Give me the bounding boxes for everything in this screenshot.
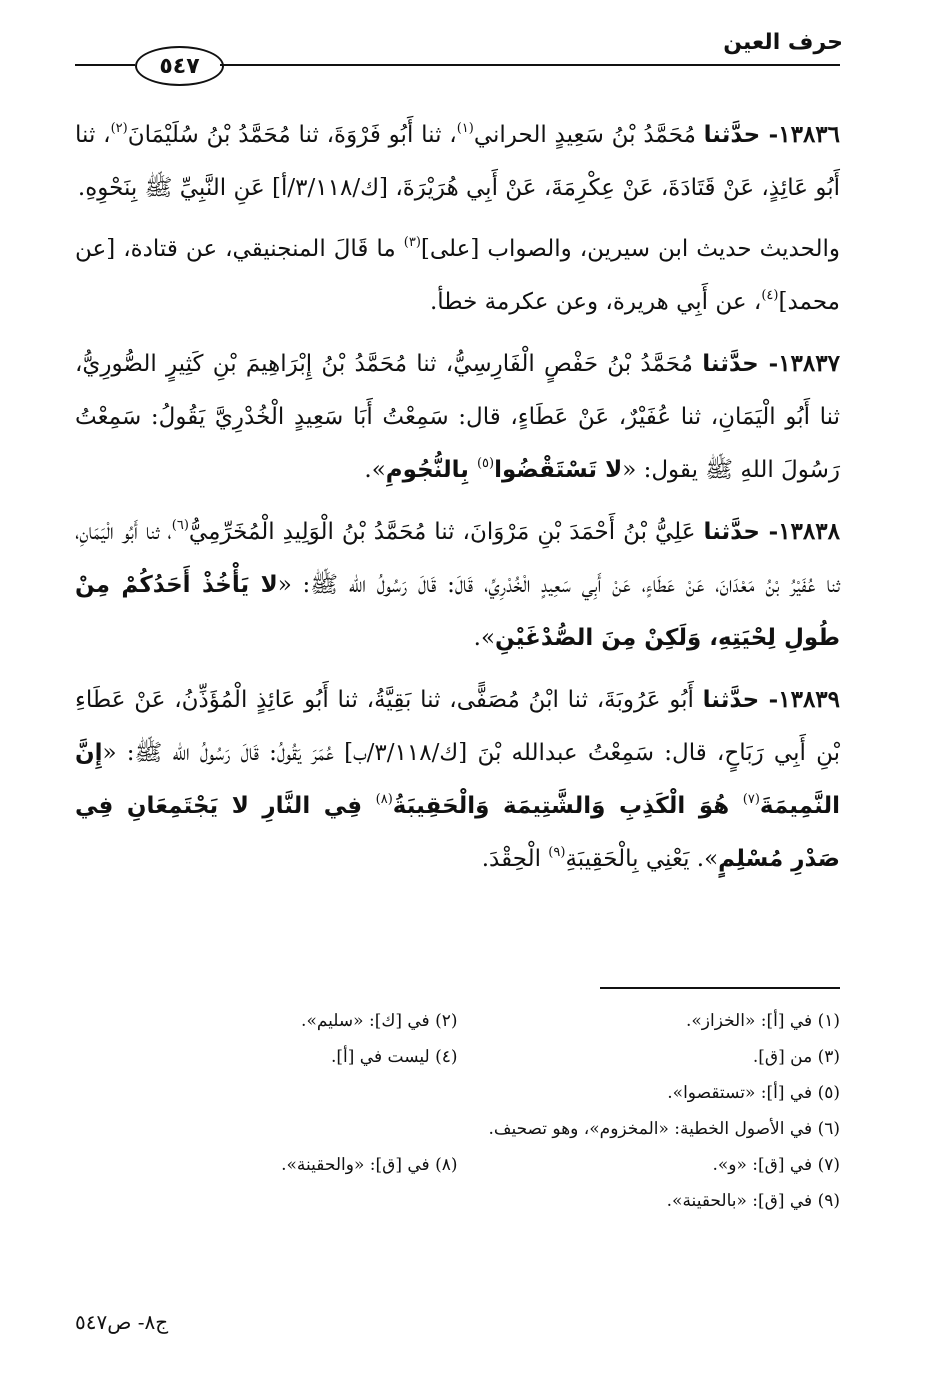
footnote-row [75,1183,840,1219]
narration-lead: حدَّثنا [703,122,761,148]
header-rule-left [75,64,135,66]
footnote-marker: (٨) [375,792,393,807]
footnote: (٤) ليست في [أ]. [331,1047,458,1067]
text-run: عَلِيُّ بْنُ أَحْمَدَ بْنِ مَرْوَانَ، ثنا مُحَمَّدُ بْنُ الْوَلِيدِ الْمُخَرِّمِيُّ [188,519,704,545]
text-run: والحديث حديث ابن سيرين، والصواب [على] [420,236,840,262]
main-text [75,108,840,894]
footnote: (٣) من [ق]. [752,1047,840,1067]
narration-lead: حدَّثنا [702,351,759,377]
text-run: ». يَعْنِي بِالْحَقِيبَةِ [565,846,719,872]
text-run: مُحَمَّدُ بْنُ سَعِيدٍ الحراني [473,122,704,148]
footnote-row [75,1039,840,1075]
footnote-marker: (٦) [171,518,189,533]
footnote-row [75,1075,840,1111]
hadith-number: ١٣٨٣٧- [758,350,840,377]
footnote-row [75,1111,840,1147]
narration-lead: حدَّثنا [703,519,760,545]
footnote: (٧) في [ق]: «و». [712,1155,840,1175]
hadith-matn: فِي النَّارِ لا يَجْتَمِعَانِ فِي صَدْرِ مُسْلِمٍ [75,793,840,872]
footnote-marker: (٢) [110,121,128,136]
narration-lead: حدَّثنا [702,687,760,713]
hadith-matn: بِالنُّجُومِ [385,457,477,483]
text-run: ». [364,457,386,483]
footnote-marker: (٣) [403,235,421,250]
hadith-number: ١٣٨٣٨- [760,518,840,545]
footnote-marker: (٩) [548,845,566,860]
hadith-matn: لا يَأْخُذْ أَحَدُكُمْ مِنْ طُولِ لِحْيَتِهِ، وَلَكِنْ مِنَ الصُّدْغَيْنِ [75,572,840,651]
footnote: (٦) في الأصول الخطية: «المخزوم»، وهو تصحيف. [488,1119,840,1139]
footnote: (٢) في [ك]: «سليم». [301,1011,458,1031]
footnote-divider [600,987,840,989]
footnote: (٩) في [ق]: «بالحقينة». [666,1191,840,1211]
footnotes [75,1003,840,1219]
footnote-marker: (٥) [476,456,495,471]
footnote-row [75,1147,840,1183]
page-number: ٥٤٧ [135,46,224,86]
text-run: أَبُو عَرُوبَةَ، ثنا ابْنُ مُصَفًّى، ثنا بَقِيَّةُ، ثنا أَبُو عَائِذٍ الْمُؤَذِّنُ، عَنْ عَطَاءِ بْنِ أَبِي رَبَاحٍ، قال: سَمِعْتُ عبدالله بْنَ [ك/٣/١١٨/ب] عُمَرَ يَقُولُ: قَالَ رَسُولُ الله ﷺ: « [75,687,840,766]
hadith-matn: هُوَ الْكَذِبِ وَالشَّتِيمَة وَالْحَقِيبَةُ [392,793,743,819]
hadith-paragraph [75,673,840,886]
text-run: ، ثنا أَبُو عَائِذٍ، عَنْ قَتَادَةَ، عَنْ عِكْرِمَةَ، عَنْ أَبِي هُرَيْرَةَ، [ك/٣/١١٨/أ] عَنِ النَّبِيِّ ﷺ بِنَحْوِهِ. [75,122,840,201]
footnote-marker: (٤) [761,288,779,303]
text-run: مُحَمَّدُ بْنُ حَفْصٍ الْفَارِسِيُّ، ثنا مُحَمَّدُ بْنُ إِبْرَاهِيمَ بْنِ كَثِيرٍ الصُّورِيُّ، ثنا أَبُو الْيَمَانِ، ثنا عُفَيْرٌ، عَنْ عَطَاءٍ، قال: سَمِعْتُ أَبَا سَعِيدٍ الْخُدْرِيَّ يَقُولُ: سَمِعْتُ رَسُولَ اللهِ ﷺ يقول: « [75,351,840,483]
hadith-paragraph [75,223,840,329]
hadith-matn: إِنَّ النَّمِيمَةَ [75,740,840,819]
footnote-marker: (٧) [742,792,760,807]
text-run: ». [473,625,496,651]
footnote: (١) في [أ]: «الخزاز». [685,1011,840,1031]
hadith-number: ١٣٨٣٦- [760,121,841,148]
text-run: ، عن أَبِي هريرة، وعن عكرمة خطأ. [429,289,762,315]
hadith-number: ١٣٨٣٩- [759,686,841,713]
hadith-paragraph [75,337,840,497]
text-run: ، ثنا أَبُو الْيَمَانِ، ثنا عُفَيْرُ بْنُ مَعْدَانَ، عَنْ عَطَاءٍ، عَنْ أَبِي سَعِيدٍ الْخُدْرِيِّ، قَالَ: قَالَ رَسُولُ الله ﷺ: « [75,519,840,598]
hadith-matn: لا تَسْتَقْضُوا [494,457,623,483]
text-run: الْحِقْدَ. [481,846,549,872]
footnote: (٥) في [أ]: «تستقصوا». [667,1083,840,1103]
page-reference: ج٨- ص٥٤٧ [75,1310,169,1334]
hadith-paragraph [75,108,840,215]
header-rule-right [220,64,840,66]
chapter-title: حرف العين [723,30,843,55]
text-run: ، ثنا أَبُو فَرْوَةَ، ثنا مُحَمَّدُ بْنُ سُلَيْمَانَ [127,122,457,148]
text-run: ما قَالَ المنجنيقي، عن قتادة، [عن محمد] [75,236,840,315]
footnote: (٨) في [ق]: «والحقينة». [281,1155,458,1175]
hadith-paragraph [75,505,840,665]
footnote-row [75,1003,840,1039]
footnote-marker: (١) [456,121,474,136]
